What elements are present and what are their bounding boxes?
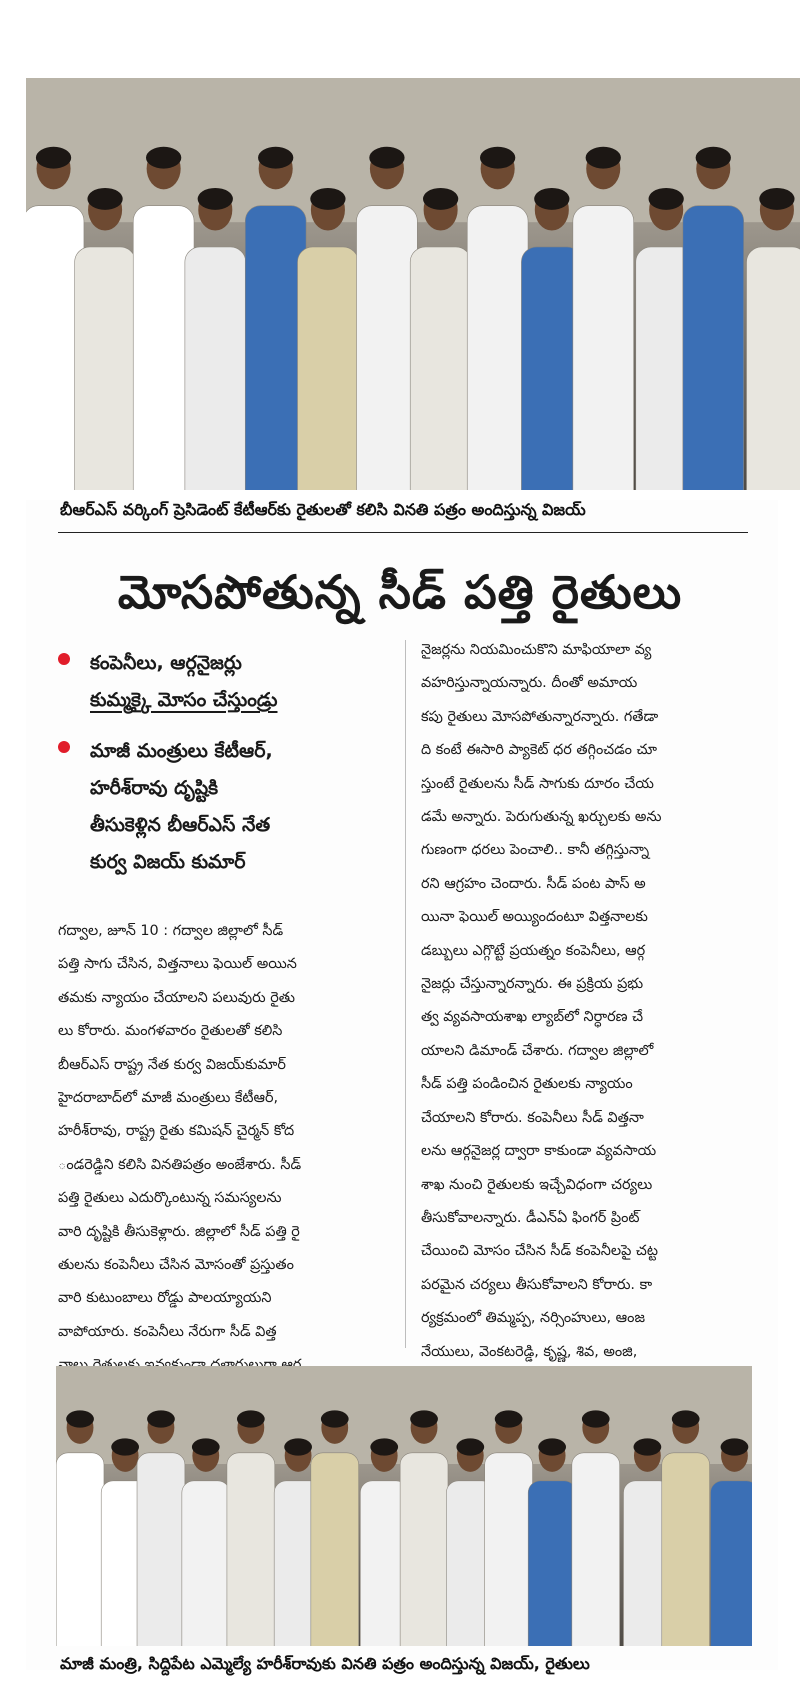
person-figure xyxy=(182,1438,230,1646)
body-line: నైజర్లు చేస్తున్నారన్నారు. ఈ ప్రక్రియ ప్రభు xyxy=(421,976,644,993)
body-line: యాలని డిమాండ్ చేశారు. గద్వాల జిల్లాలో xyxy=(421,1042,654,1059)
body-line: గుణంగా ధరలు పెంచాలి.. కానీ తగ్గిస్తున్నా xyxy=(421,842,650,859)
body-line: బీఆర్ఎస్ రాష్ట్ర నేత కుర్వ విజయ్‌కుమార్ xyxy=(58,1056,286,1073)
body-line: గద్వాల, జూన్ 10 : గద్వాల జిల్లాలో సీడ్ xyxy=(58,923,284,939)
highlight-line: కుర్వ విజయ్ కుమార్ xyxy=(90,851,246,873)
body-line: వహరిస్తున్నాయన్నారు. దీంతో అమాయ xyxy=(421,675,638,692)
highlight-1 xyxy=(58,645,403,719)
highlight-line: హరీశ్‌రావు దృష్టికి xyxy=(90,777,219,799)
body-line: చేయించి మోసం చేసిన సీడ్ కంపెనీలపై చట్ట xyxy=(421,1243,658,1260)
body-line: ండరెడ్డిని కలిసి వినతిపత్రం అంజేశారు. సీడ్ xyxy=(58,1156,302,1173)
body-line: నైజర్లను నియమించుకొని మాఫియాలా వ్య xyxy=(421,642,652,658)
highlight-line: కంపెనీలు, ఆర్గనైజర్లు xyxy=(90,652,242,674)
body-line: పరమైన చర్యలు తీసుకోవాలని కోరారు. కా xyxy=(421,1276,653,1293)
person-figure xyxy=(298,188,359,490)
body-line: లను ఆర్గనైజర్ల ద్వారా కాకుండా వ్యవసాయ xyxy=(421,1143,657,1160)
top-photo xyxy=(26,78,800,490)
person-figure xyxy=(747,188,800,490)
body-line: యినా ఫెయిల్ అయ్యిందంటూ విత్తనాలకు xyxy=(421,909,648,926)
bottom-photo-figures xyxy=(56,1366,752,1646)
headline: మోసపోతున్న సీడ్ పత్తి రైతులు xyxy=(117,565,683,619)
highlight-2 xyxy=(58,733,403,881)
body-line: డమే అన్నారు. పెరుగుతున్న ఖర్చులకు అను xyxy=(421,809,662,826)
body-line: ది కంటే ఈసారి ప్యాకెట్ ధర తగ్గించడం చూ xyxy=(421,742,658,759)
highlight-line: మాజీ మంత్రులు కేటీఆర్, xyxy=(90,740,273,762)
caption-rule xyxy=(58,532,748,533)
bottom-photo-caption: మాజీ మంత్రి, సిద్దిపేట ఎమ్మెల్యే హరీశ్‌రావుకు వినతి పత్రం అందిస్తున్న విజయ్, రైతులు xyxy=(60,1654,590,1673)
person-figure xyxy=(711,1438,752,1646)
body-line: వారి కుటుంబాలు రోడ్డు పాలయ్యాయని xyxy=(58,1290,272,1307)
column-divider xyxy=(405,640,406,1348)
person-figure xyxy=(528,1438,576,1646)
body-line: పత్తి రైతులు ఎదుర్కొంటున్న సమస్యలను xyxy=(58,1190,282,1207)
body-line: తమకు న్యాయం చేయాలని పలువురు రైతు xyxy=(58,989,295,1006)
photo-background xyxy=(26,78,800,222)
body-column-left xyxy=(58,915,403,1383)
person-figure xyxy=(410,188,471,490)
bullet-dot xyxy=(58,741,70,753)
body-line: శాఖ నుంచి రైతులకు ఇచ్చేవిధంగా చర్యలు xyxy=(421,1176,653,1193)
body-line: హైదరాబాద్‌లో మాజీ మంత్రులు కేటీఆర్, xyxy=(58,1090,279,1107)
highlight-line: కుమ్మక్కై మోసం చేస్తుండ్రు xyxy=(90,689,278,711)
top-photo-caption: బీఆర్ఎస్ వర్కింగ్ ప్రెసిడెంట్ కేటీఆర్‌కు రైతులతో కలిసి వినతి పత్రం అందిస్తున్న విజయ్ xyxy=(60,500,586,519)
highlights xyxy=(58,645,403,895)
body-line: లు కోరారు. మంగళవారం రైతులతో కలిసి xyxy=(58,1023,283,1040)
body-line: పత్తి సాగు చేసిన, విత్తనాలు ఫెయిల్ అయిన xyxy=(58,956,297,973)
body-line: డబ్బులు ఎగ్గొట్టే ప్రయత్నం కంపెనీలు, ఆర్గ xyxy=(421,942,646,959)
bottom-photo xyxy=(56,1366,752,1646)
body-line: తులను కంపెనీలు చేసిన మోసంతో ప్రస్తుతం xyxy=(58,1257,294,1274)
body-line: ర్యక్రమంలో తిమ్మప్ప, నర్సింహులు, ఆంజ xyxy=(421,1310,645,1327)
body-line: వారి దృష్టికి తీసుకెళ్లారు. జిల్లాలో సీడ్ పత్తి రై xyxy=(58,1223,300,1240)
body-line: తీసుకోవాలన్నారు. డీఎన్ఏ ఫింగర్ ప్రింట్ xyxy=(421,1209,640,1226)
body-column-right xyxy=(421,634,766,1402)
body-line: సీడ్ పత్తి పండించిన రైతులకు న్యాయం xyxy=(421,1076,633,1093)
body-line: నేయులు, వెంకటరెడ్డి, కృష్ణ, శివ, అంజి, xyxy=(421,1343,638,1360)
body-line: హరీశ్‌రావు, రాష్ట్ర రైతు కమిషన్ చైర్మన్ కోద xyxy=(58,1123,295,1140)
body-line: త్వ వ్యవసాయశాఖ ల్యాబ్‌లో నిర్ధారణ చే xyxy=(421,1009,644,1026)
body-line: రని ఆగ్రహం చెందారు. సీడ్ పంట పాస్ అ xyxy=(421,875,646,892)
body-line: స్తుంటే రైతులను సీడ్ సాగుకు దూరం చేయ xyxy=(421,775,654,792)
body-line: కపు రైతులు మోసపోతున్నారన్నారు. గతేడా xyxy=(421,708,659,725)
top-photo-figures xyxy=(26,78,800,490)
body-line: చేయాలని కోరారు. కంపెనీలు సీడ్ విత్తనా xyxy=(421,1109,644,1126)
bullet-dot xyxy=(58,653,70,665)
body-line: వాపోయారు. కంపెనీలు నేరుగా సీడ్ విత్త xyxy=(58,1323,277,1340)
highlight-line: తీసుకెళ్లిన బీఆర్ఎస్ నేత xyxy=(90,814,271,836)
